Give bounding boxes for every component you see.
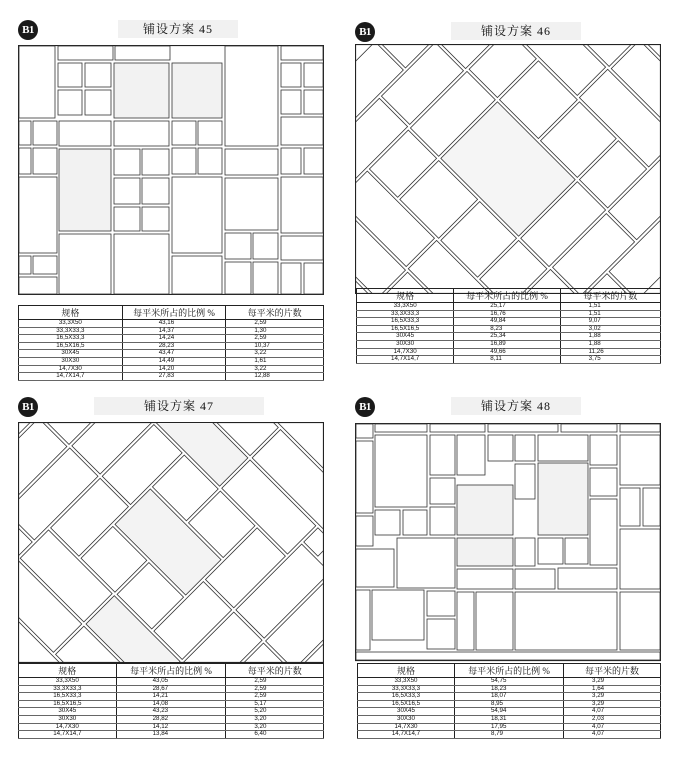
- tile: [281, 46, 323, 60]
- tile-count: 4,07: [564, 708, 661, 716]
- tile: [58, 63, 82, 87]
- tile-layout-47: [18, 422, 324, 672]
- tile-count: 2,59: [226, 678, 324, 686]
- tile: [538, 463, 588, 535]
- tile-size: 30X45: [19, 708, 117, 716]
- area-ratio: 8,79: [454, 731, 563, 739]
- tile: [457, 538, 513, 566]
- tile: [58, 46, 113, 60]
- tile: [85, 63, 111, 87]
- tile: [590, 499, 617, 565]
- tile: [488, 424, 558, 432]
- area-ratio: 43,23: [116, 708, 226, 716]
- b1-badge: B1: [355, 397, 375, 417]
- tile: [620, 592, 660, 650]
- tile: [304, 263, 323, 294]
- count-header: 每平米的片数: [564, 664, 661, 678]
- tile: [397, 538, 455, 588]
- tile: [620, 424, 660, 432]
- tile-size: 16,5X16,5: [19, 342, 123, 350]
- tile-count: 4,07: [564, 731, 661, 739]
- tile-size: 33,3X33,3: [358, 685, 455, 693]
- tile-count: 5,17: [226, 700, 324, 708]
- tile: [59, 121, 111, 146]
- tile: [590, 435, 617, 465]
- tile-size: 14,7X30: [357, 348, 454, 356]
- spec-row: [358, 715, 661, 723]
- tile-count: 1,88: [560, 333, 660, 341]
- tile-size: 33,3X33,3: [19, 327, 123, 335]
- tile: [198, 121, 222, 145]
- tile: [19, 177, 57, 253]
- tile-size: 16,5X16,5: [19, 700, 117, 708]
- tile: [375, 510, 400, 535]
- pattern-panel-48: [355, 397, 675, 753]
- tile: [172, 63, 222, 118]
- tile-count: 4,07: [564, 723, 661, 731]
- area-ratio: 16,89: [454, 340, 560, 348]
- tile-count: 2,03: [564, 715, 661, 723]
- tile: [114, 234, 169, 294]
- spec-row: [357, 340, 661, 348]
- tile: [281, 63, 301, 87]
- area-ratio: 14,12: [116, 723, 226, 731]
- tile-count: 2,59: [226, 320, 324, 328]
- tile-size: 33,3X50: [19, 678, 117, 686]
- tile-count: 3,29: [564, 678, 661, 686]
- tile: [114, 178, 140, 204]
- tile: [304, 63, 323, 87]
- tile: [59, 234, 111, 294]
- tile: [457, 485, 513, 535]
- tile-size: 33,3X33,3: [19, 685, 117, 693]
- tile-count: 12,88: [226, 373, 324, 381]
- spec-row: [19, 715, 324, 723]
- tile: [430, 478, 455, 504]
- tile-size: 30X30: [357, 340, 454, 348]
- tile: [114, 63, 169, 118]
- tile: [561, 424, 617, 432]
- tile-layout-48: [355, 423, 661, 673]
- spec-row: [19, 678, 324, 686]
- tile: [356, 652, 660, 660]
- tile: [19, 121, 31, 145]
- area-ratio: 14,37: [122, 327, 226, 335]
- area-ratio: 27,83: [122, 373, 226, 381]
- area-ratio: 43,16: [122, 320, 226, 328]
- tile-count: 2,59: [226, 685, 324, 693]
- tile: [356, 549, 394, 587]
- area-ratio: 18,31: [454, 715, 563, 723]
- tile-count: 3,02: [560, 325, 660, 333]
- area-ratio: 8,95: [454, 700, 563, 708]
- tile: [225, 233, 251, 259]
- tile-size: 30X30: [19, 357, 123, 365]
- area-ratio: 14,49: [122, 357, 226, 365]
- tile-size: 14,7X14,7: [19, 731, 117, 739]
- tile: [558, 568, 617, 589]
- spec-header-row: [357, 289, 661, 303]
- tile: [114, 121, 169, 146]
- tile: [620, 435, 660, 485]
- count-header: 每平米的片数: [226, 306, 324, 320]
- pattern-panel-46: [355, 22, 675, 378]
- tile-size: 30X45: [19, 350, 123, 358]
- tile: [225, 149, 278, 175]
- tile-count: 6,40: [226, 731, 324, 739]
- tile: [430, 507, 455, 535]
- area-ratio: 28,23: [122, 342, 226, 350]
- tile: [457, 435, 485, 475]
- tile-size: 30X45: [358, 708, 455, 716]
- area-ratio: 28,82: [116, 715, 226, 723]
- tile-count: 1,64: [564, 685, 661, 693]
- tile: [59, 149, 111, 231]
- tile-size: 30X30: [19, 715, 117, 723]
- tile: [304, 90, 323, 114]
- area-ratio: 8,23: [454, 325, 560, 333]
- b1-badge: B1: [355, 22, 375, 42]
- tile: [515, 435, 535, 461]
- tile: [427, 619, 455, 649]
- tile-count: 3,29: [564, 700, 661, 708]
- tile: [281, 236, 323, 260]
- ratio-header: 每平米所占的比例 %: [454, 664, 563, 678]
- area-ratio: 13,84: [116, 731, 226, 739]
- spec-row: [19, 373, 324, 381]
- tile-size: 16,5X33,3: [357, 318, 454, 326]
- tile: [225, 262, 251, 294]
- tile-size: 16,5X16,5: [357, 325, 454, 333]
- tile: [488, 435, 513, 461]
- tile: [115, 46, 170, 60]
- tile: [114, 149, 140, 175]
- tile-size: 14,7X14,7: [19, 373, 123, 381]
- spec-table-48: [357, 663, 661, 739]
- area-ratio: 25,34: [454, 333, 560, 341]
- pattern-title: 铺设方案 45: [118, 20, 238, 38]
- tile: [253, 233, 278, 259]
- area-ratio: 14,20: [122, 365, 226, 373]
- tile-size: 33,3X50: [357, 303, 454, 311]
- tile: [33, 256, 57, 274]
- tile: [281, 117, 323, 145]
- tile-count: 3,29: [564, 693, 661, 701]
- spec-header-row: [19, 664, 324, 678]
- spec-table-47: [18, 663, 324, 739]
- spec-row: [19, 731, 324, 739]
- spec-table-46: [356, 288, 661, 364]
- tile: [19, 148, 31, 174]
- area-ratio: 54,75: [454, 678, 563, 686]
- pattern-title: 铺设方案 46: [451, 22, 581, 40]
- area-ratio: 28,67: [116, 685, 226, 693]
- tile-layout-45: [18, 45, 324, 295]
- spec-row: [357, 356, 661, 364]
- tile-size: 33,3X50: [358, 678, 455, 686]
- tile: [19, 256, 31, 274]
- ratio-header: 每平米所占的比例 %: [116, 664, 226, 678]
- tile: [19, 277, 57, 294]
- tile: [457, 569, 513, 589]
- tile-count: 3,22: [226, 365, 324, 373]
- spec-header-row: [358, 664, 661, 678]
- spec-row: [358, 731, 661, 739]
- ratio-header: 每平米所占的比例 %: [454, 289, 560, 303]
- tile-size: 14,7X30: [358, 723, 455, 731]
- spec-row: [357, 303, 661, 311]
- pattern-panel-45: [18, 20, 338, 380]
- tile: [33, 121, 57, 145]
- area-ratio: 14,08: [116, 700, 226, 708]
- tile: [590, 468, 617, 496]
- tile-size: 16,5X33,3: [19, 693, 117, 701]
- area-ratio: 17,95: [454, 723, 563, 731]
- tile: [457, 592, 474, 650]
- area-ratio: 14,21: [116, 693, 226, 701]
- area-ratio: 54,94: [454, 708, 563, 716]
- pattern-title: 铺设方案 47: [94, 397, 264, 415]
- tile-count: 1,61: [226, 357, 324, 365]
- tile-count: 1,88: [560, 340, 660, 348]
- tile-size: 16,5X16,5: [358, 700, 455, 708]
- count-header: 每平米的片数: [560, 289, 660, 303]
- area-ratio: 25,17: [454, 303, 560, 311]
- tile: [281, 90, 301, 114]
- tile: [356, 516, 373, 546]
- b1-badge: B1: [18, 397, 38, 417]
- tile: [515, 464, 535, 499]
- pattern-panel-47: [18, 397, 338, 753]
- tile: [33, 148, 57, 174]
- tile: [281, 263, 301, 294]
- spec-row: [358, 678, 661, 686]
- tile: [375, 424, 427, 432]
- tile: [198, 148, 222, 174]
- tile-count: 9,07: [560, 318, 660, 326]
- tile: [114, 207, 140, 231]
- size-header: 规格: [357, 289, 454, 303]
- tile: [403, 510, 427, 535]
- tile: [476, 592, 513, 650]
- spec-row: [19, 357, 324, 365]
- tile-count: 1,51: [560, 310, 660, 318]
- tile-size: 14,7X30: [19, 723, 117, 731]
- tile-count: 10,37: [226, 342, 324, 350]
- tile: [515, 592, 617, 650]
- size-header: 规格: [19, 664, 117, 678]
- tile: [356, 441, 373, 513]
- tile-size: 14,7X14,7: [358, 731, 455, 739]
- tile-count: 2,59: [226, 693, 324, 701]
- tile: [643, 488, 660, 526]
- tile: [142, 178, 169, 204]
- tile-count: 1,30: [226, 327, 324, 335]
- area-ratio: 16,76: [454, 310, 560, 318]
- tile-size: 33,3X33,3: [357, 310, 454, 318]
- pattern-title: 铺设方案 48: [451, 397, 581, 415]
- tile: [281, 177, 323, 233]
- tile-size: 16,5X33,3: [19, 335, 123, 343]
- tile: [58, 90, 82, 115]
- tile-count: 5,20: [226, 708, 324, 716]
- tile-count: 11,26: [560, 348, 660, 356]
- tile: [19, 46, 55, 118]
- tile: [538, 538, 563, 564]
- tile-size: 30X30: [358, 715, 455, 723]
- tile: [172, 256, 222, 294]
- tile-count: 3,75: [560, 356, 660, 364]
- tile: [142, 149, 169, 175]
- tile: [430, 424, 485, 432]
- size-header: 规格: [358, 664, 455, 678]
- tile: [375, 435, 427, 507]
- tile: [620, 529, 660, 589]
- tile: [356, 424, 373, 438]
- tile: [620, 488, 640, 526]
- tile: [172, 177, 222, 253]
- tile: [565, 538, 588, 564]
- count-header: 每平米的片数: [226, 664, 324, 678]
- tile-count: 2,59: [226, 335, 324, 343]
- spec-row: [19, 320, 324, 328]
- tile: [142, 207, 169, 231]
- tile-size: 14,7X14,7: [357, 356, 454, 364]
- tile-count: 3,22: [226, 350, 324, 358]
- area-ratio: 8,11: [454, 356, 560, 364]
- area-ratio: 18,07: [454, 693, 563, 701]
- tile: [225, 46, 278, 146]
- tile-size: 33,3X50: [19, 320, 123, 328]
- size-header: 规格: [19, 306, 123, 320]
- tile-size: 16,5X33,3: [358, 693, 455, 701]
- tile: [304, 148, 323, 174]
- area-ratio: 49,84: [454, 318, 560, 326]
- area-ratio: 14,24: [122, 335, 226, 343]
- tile: [225, 178, 278, 230]
- area-ratio: 43,05: [116, 678, 226, 686]
- tile: [427, 591, 455, 616]
- tile: [356, 590, 370, 650]
- tile-layout-46: [355, 44, 661, 294]
- tile: [85, 90, 111, 115]
- spec-header-row: [19, 306, 324, 320]
- tile-size: 14,7X30: [19, 365, 123, 373]
- spec-table-45: [18, 305, 324, 381]
- area-ratio: 49,66: [454, 348, 560, 356]
- tile: [253, 262, 278, 294]
- b1-badge: B1: [18, 20, 38, 40]
- tile-count: 3,20: [226, 723, 324, 731]
- tile: [172, 121, 196, 145]
- tile: [172, 148, 196, 174]
- ratio-header: 每平米所占的比例 %: [122, 306, 226, 320]
- tile: [515, 538, 535, 566]
- tile: [372, 590, 424, 640]
- area-ratio: 18,23: [454, 685, 563, 693]
- area-ratio: 43,47: [122, 350, 226, 358]
- tile: [538, 435, 588, 461]
- tile: [430, 435, 455, 475]
- tile-count: 3,20: [226, 715, 324, 723]
- tile: [281, 148, 301, 174]
- tile-count: 1,51: [560, 303, 660, 311]
- tile-size: 30X45: [357, 333, 454, 341]
- tile: [515, 569, 555, 589]
